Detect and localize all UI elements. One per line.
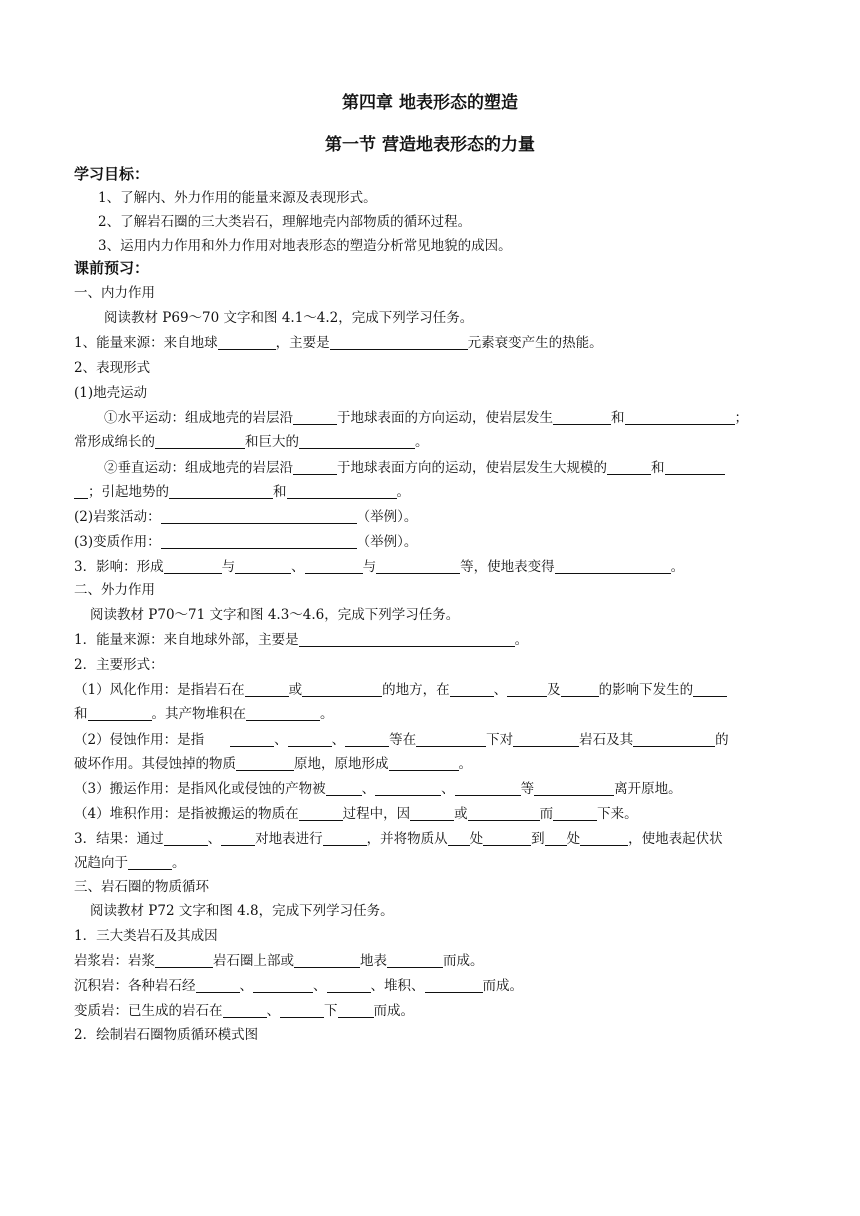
blank[interactable] bbox=[375, 780, 441, 796]
rock-types: 1．三大类岩石及其成因 bbox=[74, 928, 218, 944]
blank[interactable] bbox=[253, 977, 313, 993]
blank[interactable] bbox=[302, 681, 382, 697]
horizontal-line-2 bbox=[74, 432, 788, 452]
blank[interactable] bbox=[196, 977, 240, 993]
text: （1）风化作用：是指岩石在 bbox=[74, 682, 245, 698]
text: 3．结果：通过 bbox=[74, 831, 164, 847]
text: 与 bbox=[362, 559, 377, 575]
blank[interactable] bbox=[513, 731, 579, 747]
blank[interactable] bbox=[155, 952, 213, 968]
internal-heading: 一、内力作用 bbox=[74, 285, 155, 301]
text: 等，使地表变得 bbox=[460, 559, 555, 575]
text: 而成。 bbox=[482, 978, 523, 994]
blank[interactable] bbox=[330, 334, 468, 350]
objective-item: 2、了解岩石圈的三大类岩石，理解地壳内部物质的循环过程。 bbox=[98, 214, 472, 230]
blank[interactable] bbox=[235, 558, 291, 574]
erosion-line-1 bbox=[74, 730, 788, 750]
chapter-title: 第四章 地表形态的塑造 bbox=[342, 93, 518, 113]
text: 而成。 bbox=[373, 1003, 414, 1019]
blank[interactable] bbox=[580, 830, 628, 846]
text: 、 bbox=[361, 781, 376, 797]
text: 或 bbox=[288, 682, 303, 698]
text: 破坏作用。其侵蚀掉的物质 bbox=[74, 756, 236, 772]
text: （4）堆积作用：是指被搬运的物质在 bbox=[74, 806, 299, 822]
text: 的 bbox=[715, 732, 729, 748]
text: 。 bbox=[172, 855, 186, 871]
blank[interactable] bbox=[389, 755, 459, 771]
blank[interactable] bbox=[74, 483, 88, 499]
text: 处 bbox=[469, 831, 484, 847]
magma-activity bbox=[74, 507, 788, 527]
internal-energy-line bbox=[74, 333, 788, 353]
objective-item: 3、运用内力作用和外力作用对地表形态的塑造分析常见地貌的成因。 bbox=[98, 238, 512, 254]
sedimentary-line bbox=[74, 976, 788, 996]
text: 到 bbox=[531, 831, 545, 847]
horizontal-line-1 bbox=[74, 408, 818, 428]
text: （举例）。 bbox=[356, 509, 418, 525]
text: 地表 bbox=[360, 953, 387, 969]
crust-movement: (1)地壳运动 bbox=[74, 385, 148, 401]
text: 等在 bbox=[389, 732, 417, 748]
blank[interactable] bbox=[294, 952, 360, 968]
text: 。其产物堆积在 bbox=[151, 706, 246, 722]
blank[interactable] bbox=[288, 731, 332, 747]
blank[interactable] bbox=[416, 731, 486, 747]
blank[interactable] bbox=[299, 433, 415, 449]
blank[interactable] bbox=[323, 830, 367, 846]
text: 况趋向于 bbox=[74, 855, 128, 871]
text: 元素衰变产生的热能。 bbox=[467, 335, 603, 351]
blank[interactable] bbox=[665, 459, 725, 475]
text: 、 bbox=[331, 732, 346, 748]
blank[interactable] bbox=[326, 780, 362, 796]
blank[interactable] bbox=[327, 977, 371, 993]
text: ，并将物质从 bbox=[366, 831, 448, 847]
blank[interactable] bbox=[299, 805, 343, 821]
text: 岩石圈上部或 bbox=[213, 953, 294, 969]
text: 。 bbox=[670, 559, 685, 575]
text: 离开原地。 bbox=[614, 781, 682, 797]
text: 于地球表面方向的运动，使岩层发生大规模的 bbox=[337, 460, 607, 476]
text: 下 bbox=[324, 1003, 338, 1019]
blank[interactable] bbox=[169, 483, 273, 499]
text: 和 bbox=[611, 410, 625, 426]
text: 。 bbox=[458, 756, 472, 772]
blank[interactable] bbox=[376, 558, 460, 574]
blank[interactable] bbox=[230, 731, 274, 747]
text: 于地球表面的方向运动，使岩层发生 bbox=[337, 410, 553, 426]
blank[interactable] bbox=[164, 830, 208, 846]
text: （举例）。 bbox=[356, 534, 418, 550]
blank[interactable] bbox=[468, 805, 540, 821]
text: (3)变质作用： bbox=[74, 534, 161, 550]
text: 常形成绵长的 bbox=[74, 434, 155, 450]
blank[interactable] bbox=[410, 805, 454, 821]
result-line-1 bbox=[74, 829, 788, 849]
blank[interactable] bbox=[483, 830, 531, 846]
text: 下来。 bbox=[597, 806, 638, 822]
text: 而 bbox=[539, 806, 554, 822]
weathering-line-1 bbox=[74, 680, 788, 700]
text: 及 bbox=[547, 682, 561, 698]
text: 与 bbox=[221, 559, 236, 575]
objective-item: 1、了解内、外力作用的能量来源及表现形式。 bbox=[98, 190, 377, 206]
section-title: 第一节 营造地表形态的力量 bbox=[325, 135, 535, 155]
text: 3．影响：形成 bbox=[74, 559, 164, 575]
text: 、 bbox=[493, 682, 508, 698]
metamorphism bbox=[74, 532, 788, 552]
blank[interactable] bbox=[155, 433, 245, 449]
text: 、 bbox=[291, 559, 305, 575]
vertical-line-2 bbox=[74, 482, 788, 502]
text: 的影响下发生的 bbox=[598, 682, 694, 698]
text: 过程中，因 bbox=[342, 806, 411, 822]
external-reading: 阅读教材 P70～71 文字和图 4.3～4.6，完成下列学习任务。 bbox=[90, 607, 460, 623]
blank[interactable] bbox=[245, 681, 289, 697]
draw-cycle-task: 2．绘制岩石圈物质循环模式图 bbox=[74, 1027, 259, 1043]
text: 而成。 bbox=[443, 953, 484, 969]
blank[interactable] bbox=[607, 459, 651, 475]
text: 岩浆岩：岩浆 bbox=[74, 953, 155, 969]
blank[interactable] bbox=[425, 977, 483, 993]
blank[interactable] bbox=[387, 952, 443, 968]
text: (2)岩浆活动： bbox=[74, 509, 161, 525]
internal-influence bbox=[74, 557, 788, 577]
text: 和 bbox=[273, 484, 287, 500]
text: ①水平运动：组成地壳的岩层沿 bbox=[104, 410, 293, 426]
blank[interactable] bbox=[161, 533, 357, 549]
metamorphic-line bbox=[74, 1001, 788, 1021]
text: ，使地表起伏状 bbox=[628, 831, 723, 847]
blank[interactable] bbox=[293, 459, 337, 475]
blank[interactable] bbox=[299, 631, 515, 647]
text: 。 bbox=[514, 632, 529, 648]
erosion-line-2 bbox=[74, 754, 788, 774]
text: （3）搬运作用：是指风化或侵蚀的产物被 bbox=[74, 781, 326, 797]
blank[interactable] bbox=[338, 1002, 374, 1018]
blank[interactable] bbox=[128, 854, 172, 870]
blank[interactable] bbox=[553, 409, 611, 425]
blank[interactable] bbox=[218, 334, 276, 350]
blank[interactable] bbox=[633, 731, 715, 747]
cycle-heading: 三、岩石圈的物质循环 bbox=[74, 879, 209, 895]
text: 、堆积、 bbox=[370, 978, 425, 994]
blank[interactable] bbox=[305, 558, 363, 574]
vertical-line-1 bbox=[74, 458, 818, 478]
text: ，主要是 bbox=[275, 335, 330, 351]
weathering-line-2 bbox=[74, 704, 788, 724]
blank[interactable] bbox=[236, 755, 294, 771]
text: 、 bbox=[274, 732, 288, 748]
objectives-heading: 学习目标： bbox=[74, 165, 150, 183]
text: 下对 bbox=[486, 732, 514, 748]
text: 、 bbox=[239, 978, 253, 994]
text: 沉积岩：各种岩石经 bbox=[74, 978, 196, 994]
blank[interactable] bbox=[555, 558, 671, 574]
deposition-line bbox=[74, 804, 788, 824]
text: 。 bbox=[415, 434, 429, 450]
blank[interactable] bbox=[223, 1002, 267, 1018]
result-line-2 bbox=[74, 853, 788, 873]
blank[interactable] bbox=[293, 409, 337, 425]
blank[interactable] bbox=[693, 681, 727, 697]
text: 1、能量来源：来自地球 bbox=[74, 335, 218, 351]
text: 、 bbox=[266, 1003, 280, 1019]
text: 。 bbox=[396, 484, 410, 500]
blank[interactable] bbox=[553, 805, 597, 821]
text: 处 bbox=[566, 831, 581, 847]
text: ； bbox=[734, 410, 748, 426]
blank[interactable] bbox=[455, 780, 521, 796]
blank[interactable] bbox=[280, 1002, 324, 1018]
external-heading: 二、外力作用 bbox=[74, 582, 155, 598]
text: 1．能量来源：来自地球外部，主要是 bbox=[74, 632, 299, 648]
blank[interactable] bbox=[246, 705, 320, 721]
text: 和巨大的 bbox=[245, 434, 299, 450]
blank[interactable] bbox=[221, 830, 255, 846]
blank[interactable] bbox=[534, 780, 614, 796]
text: 。 bbox=[320, 706, 334, 722]
blank[interactable] bbox=[88, 705, 152, 721]
text: 和 bbox=[74, 706, 88, 722]
text: 、 bbox=[207, 831, 222, 847]
text: 或 bbox=[454, 806, 468, 822]
blank[interactable] bbox=[545, 830, 567, 846]
text: 原地，原地形成 bbox=[294, 756, 389, 772]
internal-forms: 2、表现形式 bbox=[74, 360, 151, 376]
blank[interactable] bbox=[161, 508, 357, 524]
blank[interactable] bbox=[450, 681, 494, 697]
blank[interactable] bbox=[345, 731, 389, 747]
text: ；引起地势的 bbox=[88, 484, 169, 500]
text: （2）侵蚀作用：是指 bbox=[74, 732, 205, 748]
text: ②垂直运动：组成地壳的岩层沿 bbox=[104, 460, 293, 476]
text: 等 bbox=[520, 781, 535, 797]
text: 岩石及其 bbox=[579, 732, 634, 748]
text: 的地方，在 bbox=[382, 682, 450, 698]
external-energy bbox=[74, 630, 788, 650]
text: 变质岩：已生成的岩石在 bbox=[74, 1003, 223, 1019]
external-forms: 2．主要形式： bbox=[74, 657, 164, 673]
transport-line bbox=[74, 779, 788, 799]
text: 、 bbox=[441, 781, 455, 797]
igneous-line bbox=[74, 951, 788, 971]
blank[interactable] bbox=[507, 681, 547, 697]
blank[interactable] bbox=[448, 830, 470, 846]
internal-reading: 阅读教材 P69～70 文字和图 4.1～4.2，完成下列学习任务。 bbox=[104, 310, 474, 326]
blank[interactable] bbox=[561, 681, 599, 697]
text: 和 bbox=[651, 460, 665, 476]
blank[interactable] bbox=[164, 558, 222, 574]
blank[interactable] bbox=[287, 483, 397, 499]
preview-heading: 课前预习： bbox=[74, 259, 150, 277]
blank[interactable] bbox=[625, 409, 735, 425]
text: 对地表进行 bbox=[255, 831, 323, 847]
text: 、 bbox=[313, 978, 327, 994]
cycle-reading: 阅读教材 P72 文字和图 4.8，完成下列学习任务。 bbox=[90, 903, 394, 919]
